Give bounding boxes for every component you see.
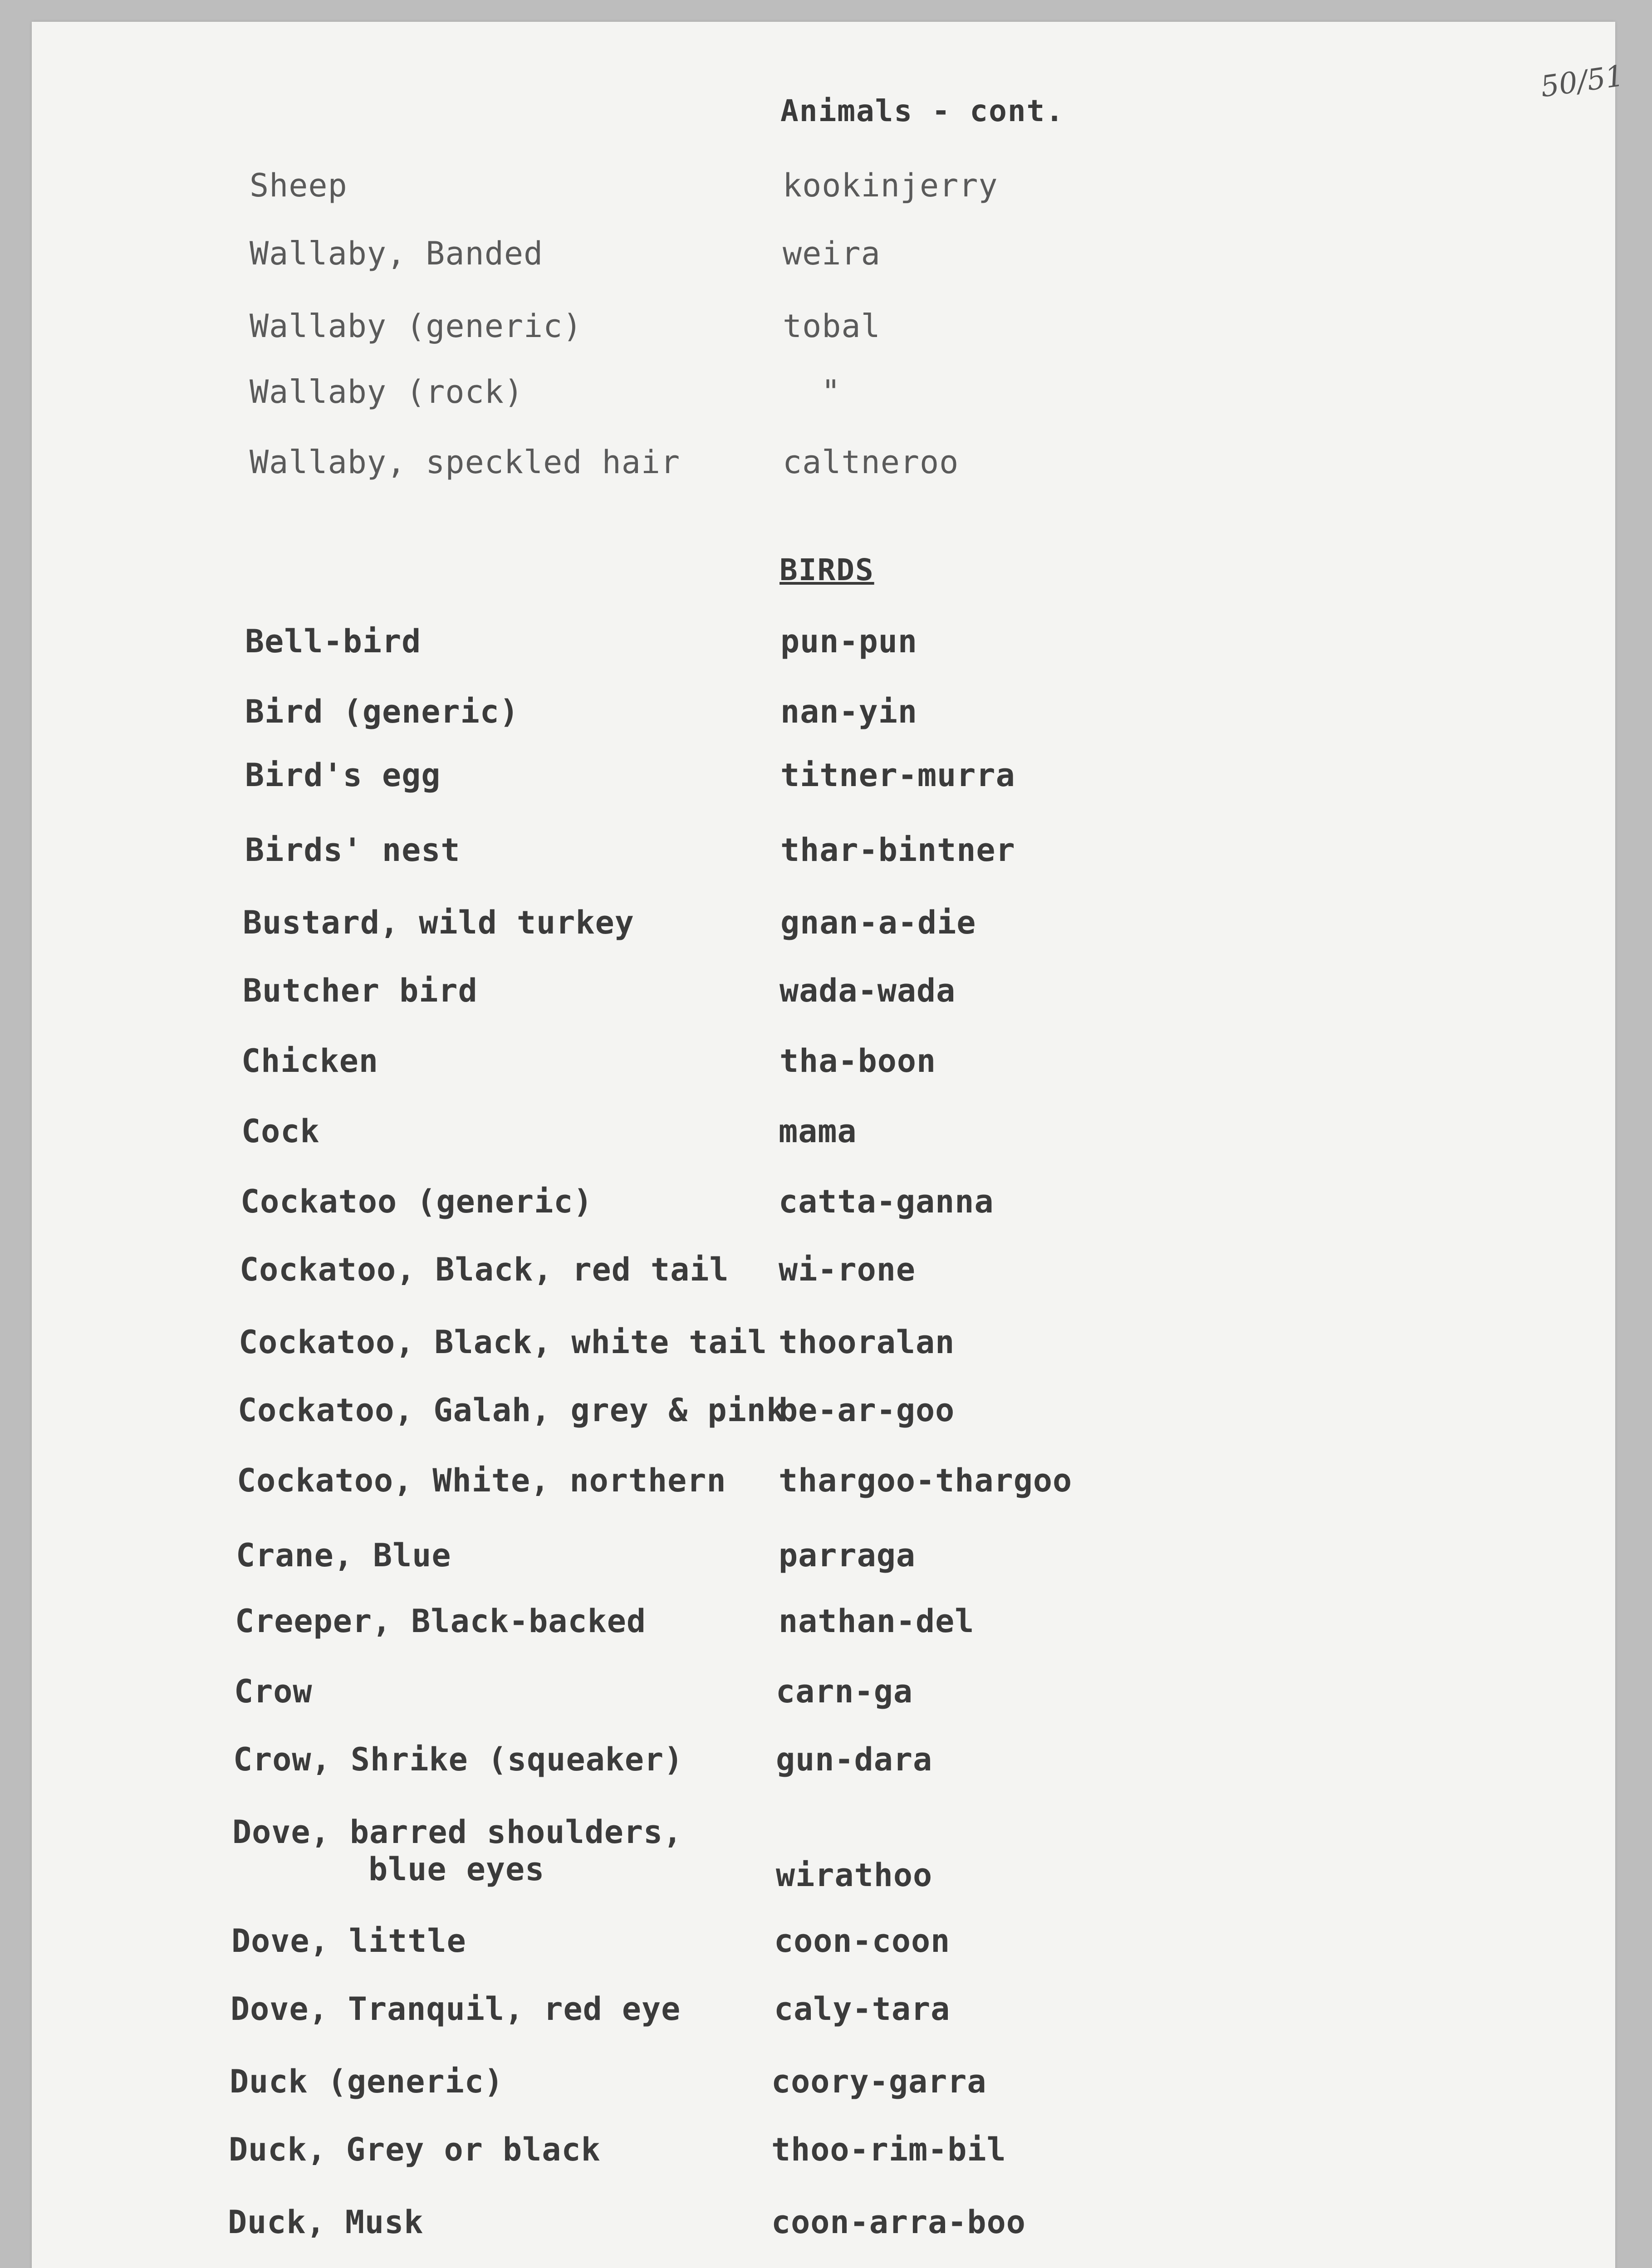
- bird-english-text: Cockatoo, Black, red tail: [240, 1251, 729, 1288]
- bird-english-term: [235, 1603, 646, 1640]
- bird-english-term: [245, 693, 519, 730]
- bird-native-word: wi-rone: [779, 1251, 916, 1288]
- bird-row: [32, 1392, 1574, 1432]
- bird-native-word: coory-garra: [771, 2063, 987, 2100]
- bird-row: [32, 1462, 1574, 1503]
- bird-english-term: [230, 1990, 681, 2028]
- bird-english-term: [240, 1251, 729, 1288]
- bird-native-word: caly-tara: [774, 1990, 951, 2028]
- animal-english-text: Wallaby (rock): [250, 373, 524, 411]
- bird-english-text: Butcher bird: [243, 972, 478, 1009]
- animal-native-word: tobal: [783, 308, 881, 345]
- bird-english-text: Duck, Grey or black: [229, 2131, 601, 2168]
- bird-row: [32, 904, 1574, 945]
- bird-row: [32, 623, 1574, 664]
- bird-english-term: [243, 904, 634, 941]
- animal-row: [32, 373, 1574, 414]
- animal-row: [32, 308, 1574, 348]
- bird-row: [32, 1741, 1574, 1782]
- bird-native-word: wada-wada: [779, 972, 956, 1009]
- bird-english-text: Bird (generic): [245, 693, 520, 730]
- bird-english-term: [231, 1922, 466, 1960]
- bird-native-word: gun-dara: [776, 1741, 933, 1778]
- bird-english-text: Duck (generic): [230, 2063, 504, 2100]
- bird-row: [32, 2204, 1574, 2244]
- bird-english-term: [240, 1183, 593, 1220]
- bird-native-word: titner-murra: [780, 757, 1015, 794]
- bird-english-term: [245, 831, 461, 869]
- bird-native-word: tha-boon: [779, 1042, 936, 1080]
- animal-english-text: Wallaby, speckled hair: [250, 444, 681, 481]
- bird-native-word: thoo-rim-bil: [771, 2131, 1006, 2168]
- bird-native-word: thooralan: [779, 1324, 955, 1361]
- bird-english-term: [243, 972, 478, 1009]
- bird-native-word: thar-bintner: [780, 831, 1015, 869]
- animal-english-text: Wallaby (generic): [250, 308, 583, 345]
- bird-native-word: mama: [779, 1113, 857, 1150]
- birds-section-title: BIRDS: [779, 552, 874, 587]
- bird-row: [32, 1324, 1574, 1364]
- animal-english-term: [250, 444, 680, 481]
- animal-row: [32, 235, 1574, 276]
- bird-english-text: Cockatoo, Black, white tail: [239, 1324, 767, 1361]
- bird-english-term: [233, 1741, 683, 1778]
- bird-english-text: Cock: [241, 1113, 320, 1150]
- bird-english-text: Dove, little: [231, 1922, 466, 1960]
- bird-english-text: Bustard, wild turkey: [243, 904, 634, 941]
- animal-row: [32, 167, 1574, 208]
- bird-native-word: gnan-a-die: [780, 904, 976, 941]
- bird-native-word: be-ar-goo: [779, 1392, 955, 1429]
- bird-row: [32, 1673, 1574, 1714]
- bird-english-text: Dove, barred shoulders,: [232, 1813, 683, 1851]
- bird-row: [32, 1603, 1574, 1643]
- animal-english-text: Sheep: [250, 167, 348, 204]
- animal-native-word: kookinjerry: [783, 167, 998, 204]
- bird-row: [32, 1813, 1574, 1894]
- animal-native-word: ": [821, 373, 841, 411]
- bird-row: [32, 1990, 1574, 2031]
- bird-english-text: Bell-bird: [245, 623, 422, 660]
- bird-english-text: Creeper, Black-backed: [235, 1603, 647, 1640]
- animal-row: [32, 444, 1574, 484]
- bird-native-word: parraga: [779, 1537, 916, 1574]
- page-number: 50/51: [1538, 59, 1626, 104]
- bird-english-text: Cockatoo, White, northern: [237, 1462, 726, 1499]
- bird-row: [32, 1113, 1574, 1154]
- bird-row: [32, 757, 1574, 797]
- bird-english-text-continued: blue eyes: [368, 1851, 545, 1888]
- bird-native-word: carn-ga: [776, 1673, 913, 1710]
- animal-english-term: [250, 373, 524, 411]
- bird-english-term: [228, 2204, 423, 2241]
- bird-native-word: nathan-del: [779, 1603, 975, 1640]
- bird-native-word: catta-ganna: [779, 1183, 994, 1220]
- bird-native-word: coon-arra-boo: [771, 2204, 1026, 2241]
- bird-row: [32, 1042, 1574, 1083]
- bird-english-term: [234, 1673, 313, 1710]
- bird-english-text: Crow, Shrike (squeaker): [233, 1741, 684, 1778]
- bird-row: [32, 1537, 1574, 1578]
- bird-row: [32, 1183, 1574, 1224]
- bird-row: [32, 2063, 1574, 2104]
- bird-english-term: [229, 2131, 601, 2168]
- bird-english-term: [230, 2063, 504, 2100]
- animal-english-term: [250, 235, 543, 272]
- bird-english-term: [232, 1813, 682, 1888]
- bird-english-term: [238, 1392, 786, 1429]
- animal-english-term: [250, 308, 582, 345]
- bird-native-word: nan-yin: [780, 693, 918, 730]
- bird-row: [32, 1922, 1574, 1963]
- bird-english-text: Crow: [234, 1673, 313, 1710]
- bird-english-text: Dove, Tranquil, red eye: [230, 1990, 681, 2028]
- bird-english-text: Cockatoo (generic): [240, 1183, 593, 1220]
- bird-native-word: wirathoo: [776, 1857, 933, 1894]
- bird-english-term: [236, 1537, 451, 1574]
- page-heading: Animals - cont.: [780, 93, 1065, 128]
- bird-english-term: [245, 757, 441, 794]
- typed-page: [32, 22, 1626, 2268]
- bird-row: [32, 693, 1574, 734]
- bird-native-word: pun-pun: [780, 623, 918, 660]
- bird-english-text: Cockatoo, Galah, grey & pink: [238, 1392, 786, 1429]
- bird-row: [32, 2131, 1574, 2172]
- animal-native-word: weira: [783, 235, 881, 272]
- bird-english-term: [241, 1113, 320, 1150]
- bird-english-term: [239, 1324, 767, 1361]
- bird-row: [32, 831, 1574, 872]
- bird-english-text: Duck, Musk: [228, 2204, 424, 2241]
- bird-english-text: Chicken: [241, 1042, 379, 1080]
- bird-english-term: [237, 1462, 726, 1499]
- bird-english-term: [245, 623, 421, 660]
- bird-english-text: Bird's egg: [245, 757, 441, 794]
- bird-english-text: Crane, Blue: [236, 1537, 451, 1574]
- bird-native-word: thargoo-thargoo: [779, 1462, 1073, 1499]
- bird-native-word: coon-coon: [774, 1922, 951, 1960]
- bird-row: [32, 972, 1574, 1013]
- animal-english-text: Wallaby, Banded: [250, 235, 544, 272]
- bird-english-term: [241, 1042, 378, 1080]
- animal-native-word: caltneroo: [783, 444, 959, 481]
- animal-english-term: [250, 167, 348, 204]
- bird-english-text: Birds' nest: [245, 831, 461, 869]
- bird-row: [32, 1251, 1574, 1292]
